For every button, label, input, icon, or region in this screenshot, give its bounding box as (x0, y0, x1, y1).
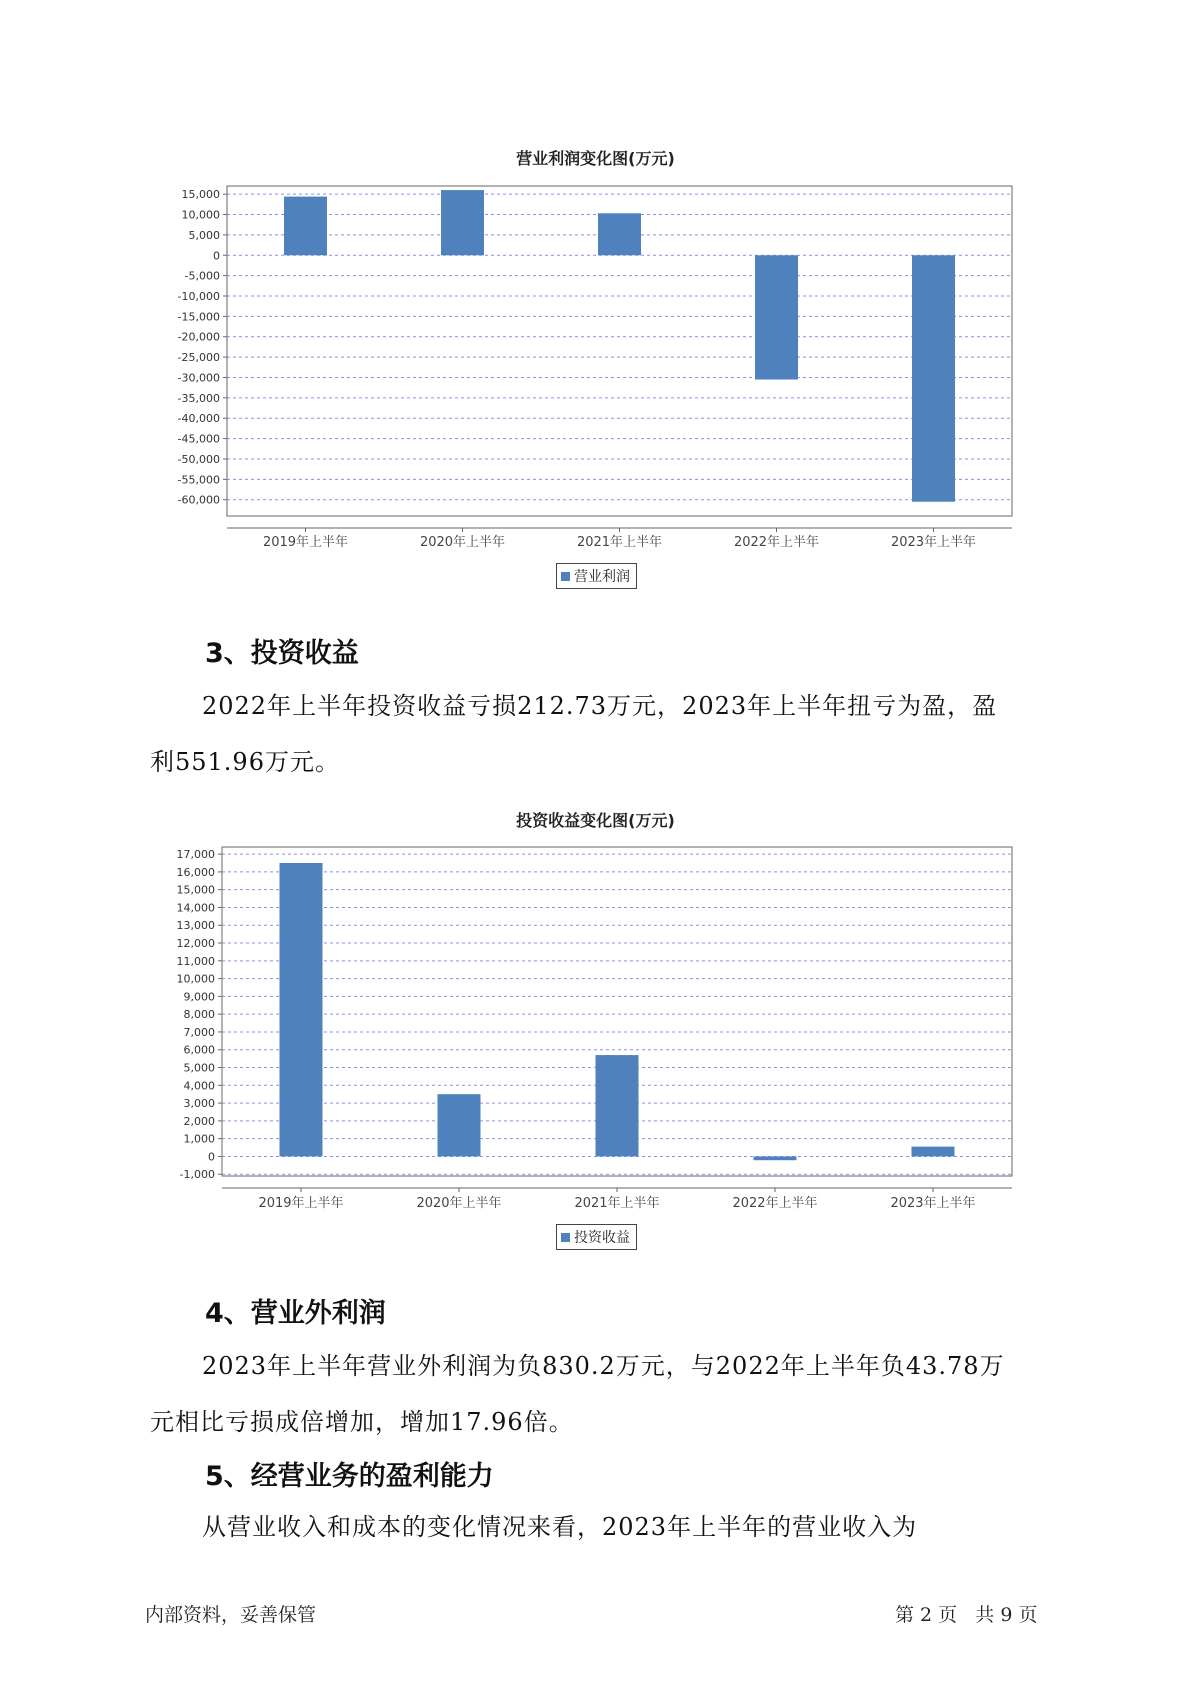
paragraph-line: 利551.96万元。 (150, 748, 340, 776)
bar (912, 1147, 955, 1157)
y-tick-label: 15,000 (181, 188, 220, 202)
bar (596, 1055, 639, 1156)
y-tick-label: 15,000 (176, 883, 215, 897)
section-5-heading: 5、经营业务的盈利能力 (205, 1461, 494, 1492)
y-tick-label: -55,000 (177, 473, 220, 487)
y-tick-label: -1,000 (179, 1168, 215, 1182)
x-tick-label: 2023年上半年 (890, 1196, 976, 1211)
y-tick-label: -30,000 (177, 371, 220, 385)
y-tick-label: 10,000 (176, 972, 215, 986)
x-tick-label: 2019年上半年 (262, 535, 349, 550)
y-tick-label: 9,000 (183, 990, 215, 1004)
y-tick-label: 8,000 (183, 1008, 215, 1022)
y-tick-label: -50,000 (177, 452, 220, 466)
section-4-heading: 4、营业外利润 (205, 1298, 386, 1329)
y-tick-label: 1,000 (183, 1132, 215, 1146)
y-tick-label: -45,000 (177, 432, 220, 446)
y-tick-label: 6,000 (183, 1043, 215, 1057)
y-tick-label: -40,000 (177, 412, 220, 426)
chart-title: 投资收益变化图(万元) (516, 811, 675, 830)
x-tick-label: 2022年上半年 (732, 1196, 818, 1211)
legend-label: 投资收益 (574, 1230, 630, 1246)
bar (280, 863, 323, 1156)
y-tick-label: -60,000 (177, 493, 220, 507)
y-tick-label: 7,000 (183, 1025, 215, 1039)
x-tick-label: 2020年上半年 (416, 1196, 502, 1211)
y-tick-label: 12,000 (176, 937, 215, 951)
paragraph-line: 元相比亏损成倍增加，增加17.96倍。 (150, 1408, 574, 1436)
bar (754, 1156, 797, 1160)
y-tick-label: -25,000 (177, 351, 220, 365)
x-tick-label: 2022年上半年 (733, 535, 820, 550)
y-tick-label: 5,000 (183, 1061, 215, 1075)
y-tick-label: 10,000 (181, 208, 220, 222)
y-tick-label: 4,000 (183, 1079, 215, 1093)
y-tick-label: -20,000 (177, 330, 220, 344)
y-tick-label: 17,000 (176, 848, 215, 862)
y-tick-label: -10,000 (177, 290, 220, 303)
paragraph-line: 2022年上半年投资收益亏损212.73万元，2023年上半年扭亏为盈，盈 (202, 692, 998, 720)
y-tick-label: 0 (208, 1150, 215, 1164)
paragraph-line: 从营业收入和成本的变化情况来看，2023年上半年的营业收入为 (202, 1513, 918, 1541)
x-tick-label: 2021年上半年 (576, 535, 663, 550)
legend-label: 营业利润 (574, 569, 630, 585)
x-tick-label: 2019年上半年 (258, 1196, 344, 1211)
section-5-paragraph (150, 1499, 1050, 1555)
footer-left: 内部资料，妥善保管 (145, 1604, 317, 1626)
y-tick-label: 2,000 (183, 1114, 215, 1128)
chart-legend (556, 1224, 637, 1250)
y-tick-label: 5,000 (188, 228, 220, 242)
y-tick-label: -5,000 (184, 269, 220, 283)
y-tick-label: 14,000 (176, 901, 215, 915)
section-3-heading: 3、投资收益 (205, 638, 359, 669)
x-tick-label: 2020年上半年 (419, 535, 506, 550)
y-tick-label: 11,000 (176, 954, 215, 968)
x-tick-label: 2021年上半年 (574, 1196, 660, 1211)
footer-page-number: 第 2 页 共 9 页 (895, 1604, 1038, 1626)
section-4-paragraph (150, 1338, 1050, 1450)
y-tick-label: 16,000 (176, 865, 215, 879)
legend-swatch (561, 1233, 570, 1242)
y-tick-label: -15,000 (177, 310, 220, 324)
paragraph-line: 2023年上半年营业外利润为负830.2万元，与2022年上半年负43.78万 (202, 1352, 1005, 1380)
y-tick-label: 13,000 (176, 919, 215, 933)
y-tick-label: -35,000 (177, 391, 220, 405)
y-tick-label: 0 (213, 249, 220, 263)
x-tick-label: 2023年上半年 (890, 535, 977, 550)
bar (438, 1094, 481, 1156)
y-tick-label: 3,000 (183, 1097, 215, 1111)
chart-title: 营业利润变化图(万元) (516, 149, 675, 168)
